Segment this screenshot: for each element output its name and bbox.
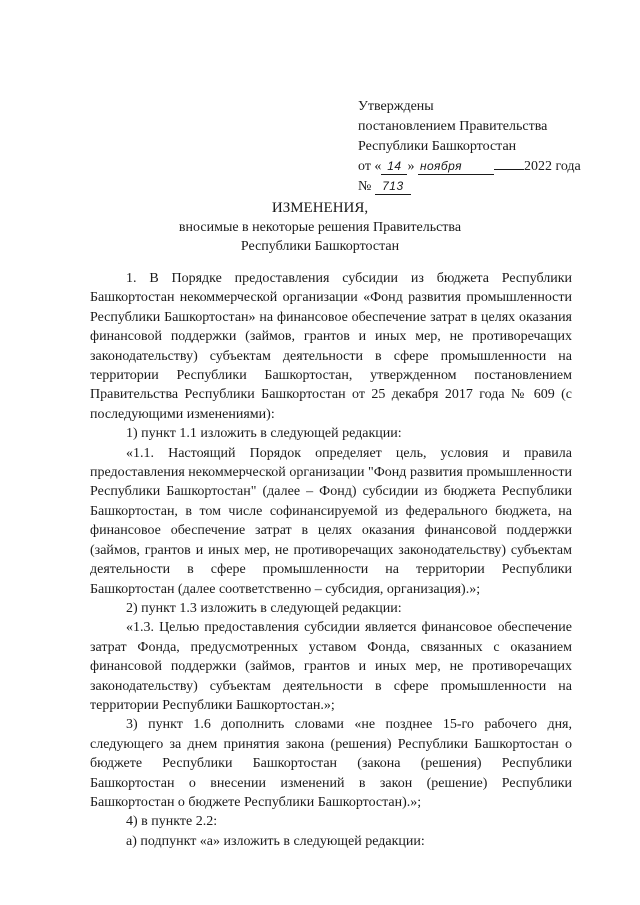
number-prefix: № [358,179,372,194]
paragraph-2: 1) пункт 1.1 изложить в следующей редакции: [126,426,402,442]
document-body [90,269,572,851]
decree-number: 713 [375,179,411,195]
paragraph-6: 3) пункт 1.6 дополнить словами «не позднее 15-го рабочего дня, следующего за днем принятия закона (решения) Республики Башкортостан о бюджете Республики Башкортостан (закона (решения) Республики Башкортостан о внесении изменений в закон (решение) Республики Башкортостан о бюджете Республики Башкортостан).»; [90,717,572,810]
paragraph-3: «1.1. Настоящий Порядок определяет цель, условия и правила предоставления некоммерческой организации "Фонд развития промышленности Республики Башкортостан" (далее – Фонд) субсидии из бюджета Республики Башкортостан, в том числе софинансируемой из федерального бюджета, на финансовое обеспечение затрат в целях оказания финансовой поддержки (займов, грантов и иных мер, не противоречащих законодательству) субъектам деятельности в сфере промышленности на территории Республики Башкортостан (далее соответственно – субсидия, организация).»; [90,445,572,597]
subtitle-line-2: Республики Башкортостан [240,239,400,254]
paragraph-4: 2) пункт 1.3 изложить в следующей редакции: [126,600,402,616]
date-year: 2022 года [523,159,581,174]
date-month: ноября [418,159,494,175]
approval-number-line [358,177,581,197]
document-subtitle [0,218,640,256]
date-blank [494,169,524,170]
paragraph-8: а) подпункт «а» изложить в следующей редакции: [126,833,425,849]
approval-block [358,97,581,197]
paragraph-7: 4) в пункте 2.2: [126,814,218,830]
paragraph-5: «1.3. Целью предоставления субсидии является финансовое обеспечение затрат Фонда, предусмотренных уставом Фонда, связанных с оказанием финансовой поддержки (займов, грантов и иных мер, не противоречащих законодательству) субъектам деятельности в сфере промышленности на территории Республики Башкортостан.»; [90,620,572,713]
approval-line-2: постановлением Правительства [358,119,548,134]
date-day: 14 [381,159,407,175]
approval-date-line [358,157,581,177]
paragraph-1: 1. В Порядке предоставления субсидии из бюджета Республики Башкортостан некоммерческой организации «Фонд развития промышленности Республики Башкортостан» на финансовое обеспечение затрат в целях оказания финансовой поддержки (займов, грантов и иных мер, не противоречащих законодательству) субъектам деятельности в сфере промышленности на территории Республики Башкортостан, утвержденном постановлением Правительства Республики Башкортостан от 25 декабря 2017 года № 609 (с последующими изменениями): [90,271,572,422]
approval-line-3: Республики Башкортостан [358,139,517,154]
date-mid: » [407,159,415,174]
date-prefix: от « [358,159,382,174]
subtitle-line-1: вносимые в некоторые решения Правительства [178,220,462,235]
approval-line-1: Утверждены [358,99,434,114]
document-title: ИЗМЕНЕНИЯ, [271,200,369,216]
